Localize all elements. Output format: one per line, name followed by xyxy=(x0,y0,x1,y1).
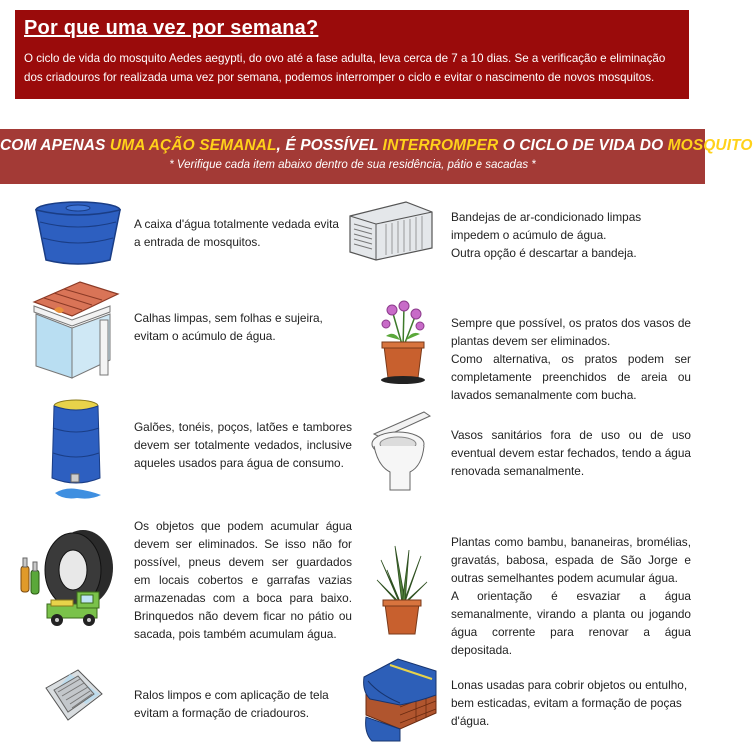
water-tank-icon xyxy=(32,200,124,273)
intro-text: O ciclo de vida do mosquito Aedes aegypti, do ovo até a fase adulta, leva cerca de 7 a 10 dias. Se a verificação e eliminação dos criadouros for realizada uma vez por semana, podemos interromper o ciclo e evitar o nascimento de novos mosquitos. xyxy=(24,52,666,84)
drains-text: Ralos limpos e com aplicação de tela evitam a formação de criadouros. xyxy=(134,688,329,720)
water-tank-text: A caixa d'água totalmente vedada evita a entrada de mosquitos. xyxy=(134,217,339,249)
banner-text-1: COM APENAS xyxy=(0,137,110,154)
roof-gutter-icon xyxy=(30,280,120,385)
plant-pot-text: Sempre que possível, os pratos dos vasos de plantas devem ser eliminados. Como alternativa, os pratos podem ser completamente preenchidos de areia ou lavados semanalmente com bucha. xyxy=(451,316,691,402)
potted-plant-icon xyxy=(375,540,429,641)
water-barrel-icon xyxy=(45,398,107,505)
ac-tray-text: Bandejas de ar-condicionado limpas impedem o acúmulo de água. Outra opção é descartar a bandeja. xyxy=(451,210,642,260)
tarp-bricks-icon xyxy=(360,655,440,748)
gutters-text: Calhas limpas, sem folhas e sujeira, evitam o acúmulo de água. xyxy=(134,311,323,343)
weekly-action-banner xyxy=(0,129,753,184)
intro-box xyxy=(15,10,689,99)
tire-bottles-toy-icon xyxy=(17,524,117,641)
bromeliads-text: Plantas como bambu, bananeiras, bromélias, gravatás, babosa, espada de São Jorge e outras semelhantes podem acumular água. A orientação é esvaziar a água semanalmente, virando a planta ou jogando água corrente para renovar a água depositada. xyxy=(451,535,691,657)
banner-text-2: , É POSSÍVEL xyxy=(276,137,383,154)
banner-headline xyxy=(0,137,753,155)
toilets-text: Vasos sanitários fora de uso ou de uso eventual devem estar fechados, tendo a água renovada semanalmente. xyxy=(451,428,691,478)
intro-title: Por que uma vez por semana? xyxy=(24,17,319,39)
flower-pot-icon xyxy=(378,298,428,391)
air-conditioner-icon xyxy=(346,198,436,267)
banner-highlight-1: UMA AÇÃO SEMANAL xyxy=(109,137,277,154)
barrels-text: Galões, tonéis, poços, latões e tambores devem ser totalmente vedados, inclusive aqueles usados para água de consumo. xyxy=(134,420,352,470)
tarps-text: Lonas usadas para cobrir objetos ou entulho, bem esticadas, evitam a formação de poças d'água. xyxy=(451,678,688,728)
banner-highlight-3: MOSQUITO xyxy=(667,137,753,154)
banner-subtitle: * Verifique cada item abaixo dentro de sua residência, pátio e sacadas * xyxy=(169,159,536,171)
objects-text: Os objetos que podem acumular água devem ser eliminados. Se isso não for possível, pneus devem ser guardados em locais cobertos e garrafas vazias armazenadas com a boca para baixo. Brinquedos não devem ficar no pátio ou sacada, pois também acumulam água. xyxy=(134,519,352,641)
banner-highlight-2: INTERROMPER xyxy=(382,137,499,154)
toilet-icon xyxy=(368,410,434,499)
banner-text-3: O CICLO DE VIDA DO xyxy=(498,137,668,154)
drain-grate-icon xyxy=(38,664,104,733)
